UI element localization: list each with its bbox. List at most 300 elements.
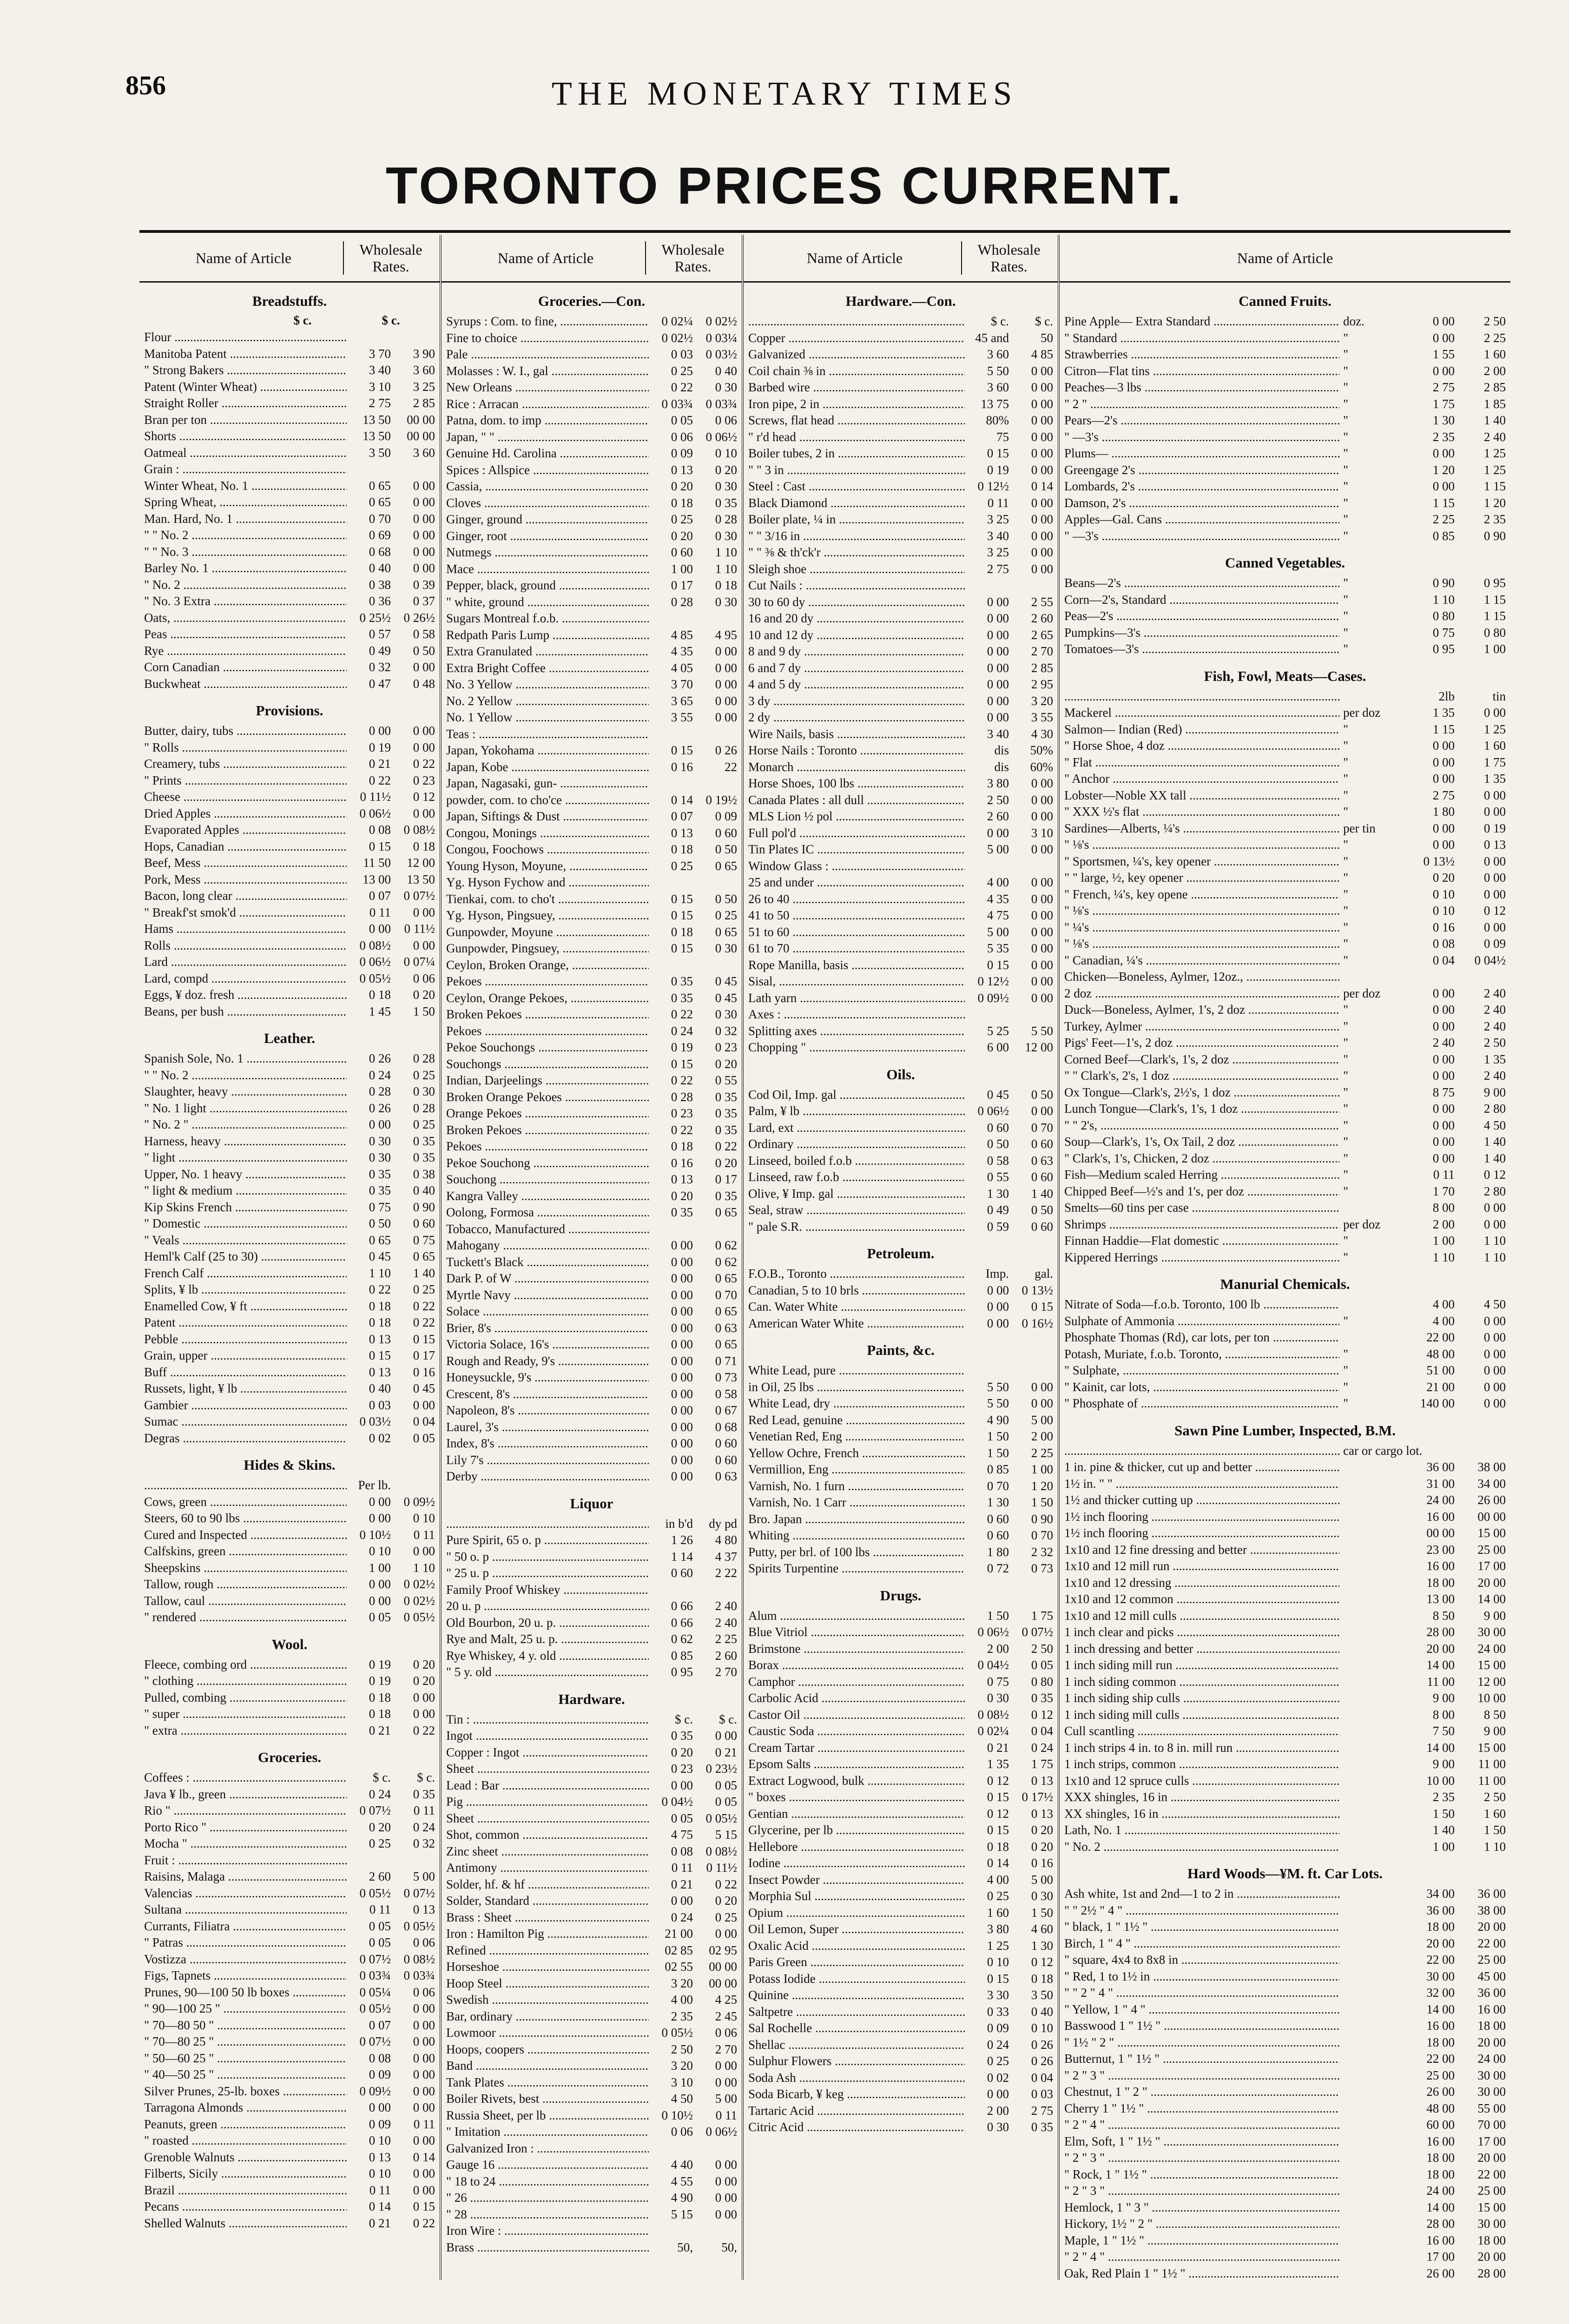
price-low: 13 00 (1426, 1592, 1455, 1606)
price-high: 0 17½ (1022, 1790, 1053, 1804)
price-low: 0 00 (1432, 1019, 1455, 1033)
price-row (1064, 2232, 1506, 2249)
price-high: 0 67 (715, 1403, 737, 1417)
price-high: 0 09 (1483, 937, 1506, 951)
price-high: 0 19½ (705, 792, 737, 807)
price-row (748, 1379, 1053, 1396)
price-low: 3 60 (987, 347, 1009, 361)
price-low: 00 00 (1426, 1526, 1455, 1540)
article-name: Oil Lemon, Super ..... (748, 1921, 965, 1938)
article-name: 1 inch dressing and better ..... (1064, 1641, 1339, 1657)
price-low: 0 25 (987, 1889, 1009, 1903)
price-row (446, 1452, 737, 1469)
price-row (144, 2000, 435, 2017)
price-high: 0 12 (1031, 1707, 1053, 1722)
price-low: 0 00 (987, 825, 1009, 840)
price-low: 0 00 (369, 922, 391, 936)
article-name: Russets, light, ¥ lb ..... (144, 1380, 347, 1397)
article-name: Souchong ..... (446, 1171, 649, 1188)
article-name: Splits, ¥ lb ..... (144, 1281, 347, 1298)
price-low: 1 50 (987, 1446, 1009, 1460)
price-low: 0 13 (671, 1172, 693, 1186)
page-number: 856 (125, 70, 166, 100)
article-name: Insect Powder ..... (748, 1872, 965, 1888)
price-high: 0 65 (715, 924, 737, 939)
article-name: " French, ¼'s, key opene ..... (1064, 886, 1339, 903)
price-high: 0 65 (715, 1304, 737, 1318)
price-row (446, 330, 737, 347)
article-name: Silver Prunes, 25-lb. boxes ..... (144, 2083, 347, 2100)
price-row (1064, 625, 1506, 641)
price-row (144, 1690, 435, 1706)
price-high: 0 00 (1031, 545, 1053, 559)
article-name: Paris Green ..... (748, 1954, 965, 1971)
article-name: " super ..... (144, 1706, 347, 1723)
price-row (748, 940, 1053, 957)
price-row (446, 2107, 737, 2124)
price-row (1064, 1492, 1506, 1509)
price-high: 1 25 (1483, 722, 1506, 736)
price-row (446, 1711, 737, 1728)
price-high: 0 11 (413, 1803, 435, 1817)
price-low: 0 07½ (359, 1952, 391, 1966)
price-high: 0 90 (1031, 1512, 1053, 1526)
price-low: 0 18 (369, 988, 391, 1002)
article-name: Lard ..... (144, 954, 347, 971)
price-row (446, 1155, 737, 1172)
price-row (748, 1888, 1053, 1905)
price-low: 0 35 (671, 1205, 693, 1219)
price-row (446, 1402, 737, 1419)
price-row (748, 1740, 1053, 1756)
price-row (144, 1510, 435, 1527)
price-low: 21 00 (665, 1927, 693, 1941)
price-row (748, 1461, 1053, 1478)
price-row (1064, 820, 1506, 837)
price-low: 0 21 (369, 1723, 391, 1737)
price-low: 0 85 (987, 1462, 1009, 1476)
article-name: Seal, straw ..... (748, 1202, 965, 1219)
price-low: 0 22 (671, 380, 693, 394)
article-name: Coffees : ..... (144, 1769, 347, 1786)
article-unit: " (1343, 722, 1349, 736)
price-low: 16 00 (1426, 2019, 1455, 2033)
article-name: Varnish, No. 1 Carr ..... (748, 1494, 965, 1511)
article-name: 1 in. pine & thicker, cut up and better ..... (1064, 1459, 1339, 1476)
price-row (748, 1756, 1053, 1773)
price-high: 0 19 (1483, 821, 1506, 835)
price-low: 0 00 (987, 594, 1009, 609)
price-row (1064, 919, 1506, 936)
price-high: 0 08½ (403, 1952, 435, 1966)
price-row (446, 957, 737, 974)
price-row (748, 330, 1053, 347)
article-unit: " (1343, 1314, 1349, 1328)
article-unit: " (1343, 462, 1349, 477)
article-name: " 90—100 25 " ..... (144, 2000, 347, 2017)
price-row (446, 462, 737, 479)
header-rule (139, 230, 1510, 233)
price-low: 21 00 (1426, 1380, 1455, 1394)
price-high: 0 00 (1031, 446, 1053, 460)
price-high: 70 00 (1477, 2118, 1506, 2132)
price-low: in b'd (665, 1516, 693, 1531)
price-low: 3 80 (987, 1922, 1009, 1936)
price-row (144, 1298, 435, 1315)
article-name: Pumpkins—3's ..... (1064, 625, 1339, 641)
price-high: 2 50 (1031, 1641, 1053, 1656)
price-high: 3 55 (1031, 710, 1053, 724)
price-high: 0 63 (715, 1320, 737, 1335)
article-name: 25 and under ..... (748, 874, 965, 891)
article-name: " 28 ..... (446, 2206, 649, 2223)
price-row (1064, 1558, 1506, 1575)
article-name: Mackerel ..... (1064, 705, 1339, 721)
price-high: 0 60 (715, 1452, 737, 1467)
article-name: 16 and 20 dy ..... (748, 610, 965, 627)
price-low: 0 07 (369, 889, 391, 903)
price-row (1064, 1902, 1506, 1919)
price-high: 10 00 (1477, 1691, 1506, 1705)
price-row (446, 709, 737, 726)
article-name: 1 inch clear and picks ..... (1064, 1624, 1339, 1641)
article-name: " " No. 3 ..... (144, 544, 347, 561)
price-row (1064, 641, 1506, 658)
article-name: Ordinary ..... (748, 1136, 965, 1153)
price-row (144, 2100, 435, 2116)
price-row (1064, 1723, 1506, 1740)
price-low: 0 66 (671, 1599, 693, 1613)
article-name: Iron : Hamilton Pig ..... (446, 1926, 649, 1942)
price-row (446, 1468, 737, 1485)
price-low: 0 07 (671, 809, 693, 823)
article-name: Honeysuckle, 9's ..... (446, 1369, 649, 1386)
price-row (1064, 1002, 1506, 1018)
price-row (446, 1089, 737, 1106)
price-row (446, 627, 737, 644)
price-high: 0 65 (715, 1337, 737, 1351)
price-row (1064, 1379, 1506, 1396)
price-row (144, 805, 435, 822)
price-row (1064, 2067, 1506, 2084)
price-high: 15 00 (1477, 1658, 1506, 1672)
price-high: 0 65 (715, 1271, 737, 1285)
price-row (748, 1511, 1053, 1528)
price-row (748, 1169, 1053, 1186)
article-name: Tallow, caul ..... (144, 1593, 347, 1610)
price-low: 4 85 (671, 627, 693, 642)
price-low: 0 11 (369, 1902, 391, 1916)
price-high: 0 73 (715, 1370, 737, 1384)
article-name: Mahogany ..... (446, 1237, 649, 1254)
price-low: 0 05 (369, 1935, 391, 1949)
article-name: " black, 1 " 1½ " ..... (1064, 1919, 1339, 1935)
price-high: 0 25 (413, 1282, 435, 1296)
price-high: 1 50 (1483, 1823, 1506, 1837)
price-row (1064, 2117, 1506, 2133)
price-low: 2 75 (1432, 380, 1455, 394)
article-name: Hemlock, 1 " 3 " ..... (1064, 2199, 1339, 2216)
price-high: 0 70 (1031, 1120, 1053, 1135)
price-row (446, 1761, 737, 1777)
price-low: 11 50 (363, 856, 391, 870)
price-high: 0 60 (1031, 1137, 1053, 1151)
article-name: 1½ inch flooring ..... (1064, 1509, 1339, 1525)
price-low: 0 38 (369, 577, 391, 592)
price-high: 0 00 (715, 2158, 737, 2172)
price-high: 02 95 (709, 1943, 737, 1957)
article-unit: " (1343, 1347, 1349, 1361)
price-low: 0 24 (671, 1023, 693, 1038)
price-row (446, 1532, 737, 1549)
article-name: Souchongs ..... (446, 1056, 649, 1073)
price-high: 18 00 (1477, 2019, 1506, 2033)
article-name: " " 2's, ..... (1064, 1117, 1339, 1134)
price-high: 2 50 (1483, 314, 1506, 328)
article-name: Mocha " ..... (144, 1835, 347, 1852)
price-high: 2 65 (1031, 627, 1053, 642)
price-low: 5 35 (987, 941, 1009, 955)
price-row (748, 2119, 1053, 2136)
price-high: 0 05 (1031, 1658, 1053, 1672)
article-name: Gentian ..... (748, 1806, 965, 1822)
price-row (446, 1023, 737, 1040)
article-name: Linseed, raw f.o.b ..... (748, 1169, 965, 1186)
article-name: " " 2 " 4 " ..... (1064, 1985, 1339, 2001)
price-low: 18 00 (1426, 1575, 1455, 1590)
price-high: 0 00 (1031, 462, 1053, 477)
price-row (446, 544, 737, 561)
price-row (144, 1182, 435, 1199)
price-low: 0 60 (671, 1566, 693, 1580)
price-high: 0 25 (715, 908, 737, 922)
article-name: Turkey, Aylmer ..... (1064, 1018, 1339, 1035)
price-row (144, 1364, 435, 1381)
price-row (446, 1794, 737, 1810)
price-low: 0 11½ (360, 790, 391, 804)
price-low: 0 49 (369, 643, 391, 658)
main-title: TORONTO PRICES CURRENT. (385, 157, 1184, 215)
price-low: 0 20 (1432, 871, 1455, 885)
article-name: Venetian Red, Eng ..... (748, 1428, 965, 1445)
price-high: 0 18 (715, 578, 737, 592)
price-row (1064, 837, 1506, 853)
price-low: 9 00 (1432, 1691, 1455, 1705)
price-low: 0 75 (1432, 625, 1455, 640)
price-high: 0 00 (413, 1544, 435, 1558)
price-row (1064, 1296, 1506, 1313)
price-high: 0 03 (1031, 2087, 1053, 2101)
price-row (748, 891, 1053, 908)
price-high: 0 04½ (1474, 953, 1506, 967)
price-low: 0 40 (369, 561, 391, 575)
article-name: 1x10 and 12 mill run ..... (1064, 1558, 1339, 1575)
price-row (446, 1006, 737, 1023)
price-row (446, 363, 737, 380)
price-high: 1 10 (715, 545, 737, 559)
price-low: 9 00 (1432, 1757, 1455, 1771)
article-name: Refined ..... (446, 1942, 649, 1959)
article-name: 2 dy ..... (748, 709, 965, 726)
price-high: 0 18 (413, 839, 435, 853)
price-high: 14 00 (1477, 1592, 1506, 1606)
article-name: Rye ..... (144, 643, 347, 660)
price-high: 0 30 (715, 1007, 737, 1021)
price-row (144, 659, 435, 676)
article-name: " —3's ..... (1064, 429, 1339, 446)
price-row (446, 726, 737, 743)
price-high: 0 40 (413, 1183, 435, 1197)
price-row (144, 1494, 435, 1511)
price-high: 00 00 (709, 1960, 737, 1974)
price-high: 17 00 (1477, 1559, 1506, 1573)
article-name: Potass Iodide ..... (748, 1971, 965, 1987)
price-low: 0 18 (369, 1707, 391, 1721)
article-unit: " (1343, 330, 1349, 345)
price-row (144, 723, 435, 739)
price-row (748, 643, 1053, 660)
article-unit: " (1343, 512, 1349, 526)
price-high: 0 00 (1031, 924, 1053, 939)
price-high: 0 00 (1031, 891, 1053, 906)
price-row (748, 2053, 1053, 2070)
article-name: Boiler Rivets, best ..... (446, 2091, 649, 2107)
price-row (748, 742, 1053, 759)
price-low: 1 45 (369, 1004, 391, 1018)
price-row (1064, 1233, 1506, 1249)
price-low: 13 00 (363, 872, 391, 886)
article-name: Extra Granulated ..... (446, 643, 649, 660)
price-low: 0 00 (369, 2100, 391, 2114)
article-name: Tobacco, Manufactured ..... (446, 1221, 649, 1238)
article-name: Teas : ..... (446, 726, 649, 743)
article-name: Cheese ..... (144, 789, 347, 805)
price-row (748, 1120, 1053, 1136)
price-low: 0 59 (987, 1219, 1009, 1234)
article-name: Derby ..... (446, 1468, 649, 1485)
article-name: Yg. Hyson, Pingsuey, ..... (446, 907, 649, 924)
article-name: Porto Rico " ..... (144, 1819, 347, 1836)
price-high: 00 00 (407, 412, 435, 427)
article-name: Canada Plates : all dull ..... (748, 792, 965, 809)
price-high: 0 00 (1031, 429, 1053, 444)
article-unit: " (1343, 413, 1349, 427)
price-low: 0 00 (671, 1320, 693, 1335)
price-row (144, 1100, 435, 1117)
price-row (748, 2070, 1053, 2086)
price-column-1 (139, 235, 442, 2280)
price-high: 0 00 (413, 478, 435, 493)
article-name: Extract Logwood, bulk ..... (748, 1773, 965, 1789)
price-low: 0 45 (369, 1249, 391, 1263)
price-low: 1 00 (369, 1560, 391, 1575)
price-high: 0 00 (1031, 990, 1053, 1005)
price-row (446, 2173, 737, 2190)
article-name: Galvanized Iron : ..... (446, 2140, 649, 2157)
article-name: Oak, Red Plain 1 " 1½ " ..... (1064, 2265, 1339, 2280)
price-high: 0 68 (715, 1419, 737, 1434)
price-high: 0 05½ (403, 1919, 435, 1933)
price-row (446, 511, 737, 528)
price-low: 0 05¼ (359, 1985, 391, 1999)
article-name: Dark P. of W ..... (446, 1270, 649, 1287)
price-row (446, 940, 737, 957)
price-low: 8 75 (1432, 1085, 1455, 1099)
price-low: 4 50 (671, 2092, 693, 2106)
price-low: 0 00 (369, 724, 391, 738)
price-high: 2 85 (1483, 380, 1506, 394)
price-high: 0 25 (715, 1910, 737, 1924)
price-low: 80% (986, 413, 1009, 427)
price-low: 0 65 (369, 1233, 391, 1247)
price-row (1064, 462, 1506, 479)
article-name: Congou, Monings ..... (446, 825, 649, 842)
article-name: White Lead, dry ..... (748, 1395, 965, 1412)
price-high: 0 00 (413, 561, 435, 575)
price-low: 0 06½ (359, 806, 391, 820)
price-high: 0 16 (1031, 1856, 1053, 1870)
article-name: Whiting ..... (748, 1527, 965, 1544)
price-low: $ c. (373, 1770, 391, 1784)
article-name: " Strong Bakers ..... (144, 362, 347, 379)
price-low: 0 07½ (359, 1803, 391, 1817)
article-name: Indian, Darjeelings ..... (446, 1072, 649, 1089)
price-high: 0 00 (1031, 561, 1053, 576)
price-low: 75 (996, 429, 1009, 444)
price-high: 1 40 (1031, 1186, 1053, 1201)
article-name: Duck—Boneless, Aylmer, 1's, 2 doz ..... (1064, 1002, 1339, 1018)
article-name: Beans, per bush ..... (144, 1004, 347, 1020)
article-name: Screws, flat head ..... (748, 412, 965, 429)
price-low: 1 50 (987, 1429, 1009, 1443)
price-row (144, 1657, 435, 1673)
price-row (748, 1773, 1053, 1789)
price-row (144, 2215, 435, 2232)
article-unit: " (1343, 854, 1349, 868)
article-name: Shrimps ..... (1064, 1216, 1339, 1233)
section-title: Fish, Fowl, Meats—Cases. (1204, 667, 1366, 684)
article-name: Japan, Kobe ..... (446, 759, 649, 776)
price-row (144, 1901, 435, 1918)
article-name: Hams ..... (144, 921, 347, 938)
price-high: 0 00 (1031, 413, 1053, 427)
journal-title: THE MONETARY TIMES (551, 75, 1018, 112)
price-row (446, 1353, 737, 1370)
price-high: 0 15 (413, 2199, 435, 2213)
price-row (446, 478, 737, 495)
price-row (1064, 804, 1506, 820)
article-name: Lath yarn ..... (748, 990, 965, 1007)
price-row (144, 1199, 435, 1216)
price-row (446, 1893, 737, 1909)
price-low: 0 05½ (359, 971, 391, 985)
price-row (748, 1136, 1053, 1153)
price-low: 0 10 (369, 1544, 391, 1558)
price-low: 24 00 (1426, 1493, 1455, 1507)
price-low: 0 13½ (1423, 854, 1455, 868)
price-low: 0 70 (369, 511, 391, 526)
article-name: Opium ..... (748, 1905, 965, 1921)
price-high: 0 40 (1031, 2004, 1053, 2019)
article-name: Bro. Japan ..... (748, 1511, 965, 1528)
article-name: Quinine ..... (748, 1987, 965, 2004)
price-high: 1 10 (1483, 1250, 1506, 1264)
price-high: 2 95 (1031, 677, 1053, 691)
price-row (748, 627, 1053, 644)
price-row (144, 1723, 435, 1739)
price-high: 0 32 (715, 1023, 737, 1038)
article-name: Solace ..... (446, 1303, 649, 1320)
